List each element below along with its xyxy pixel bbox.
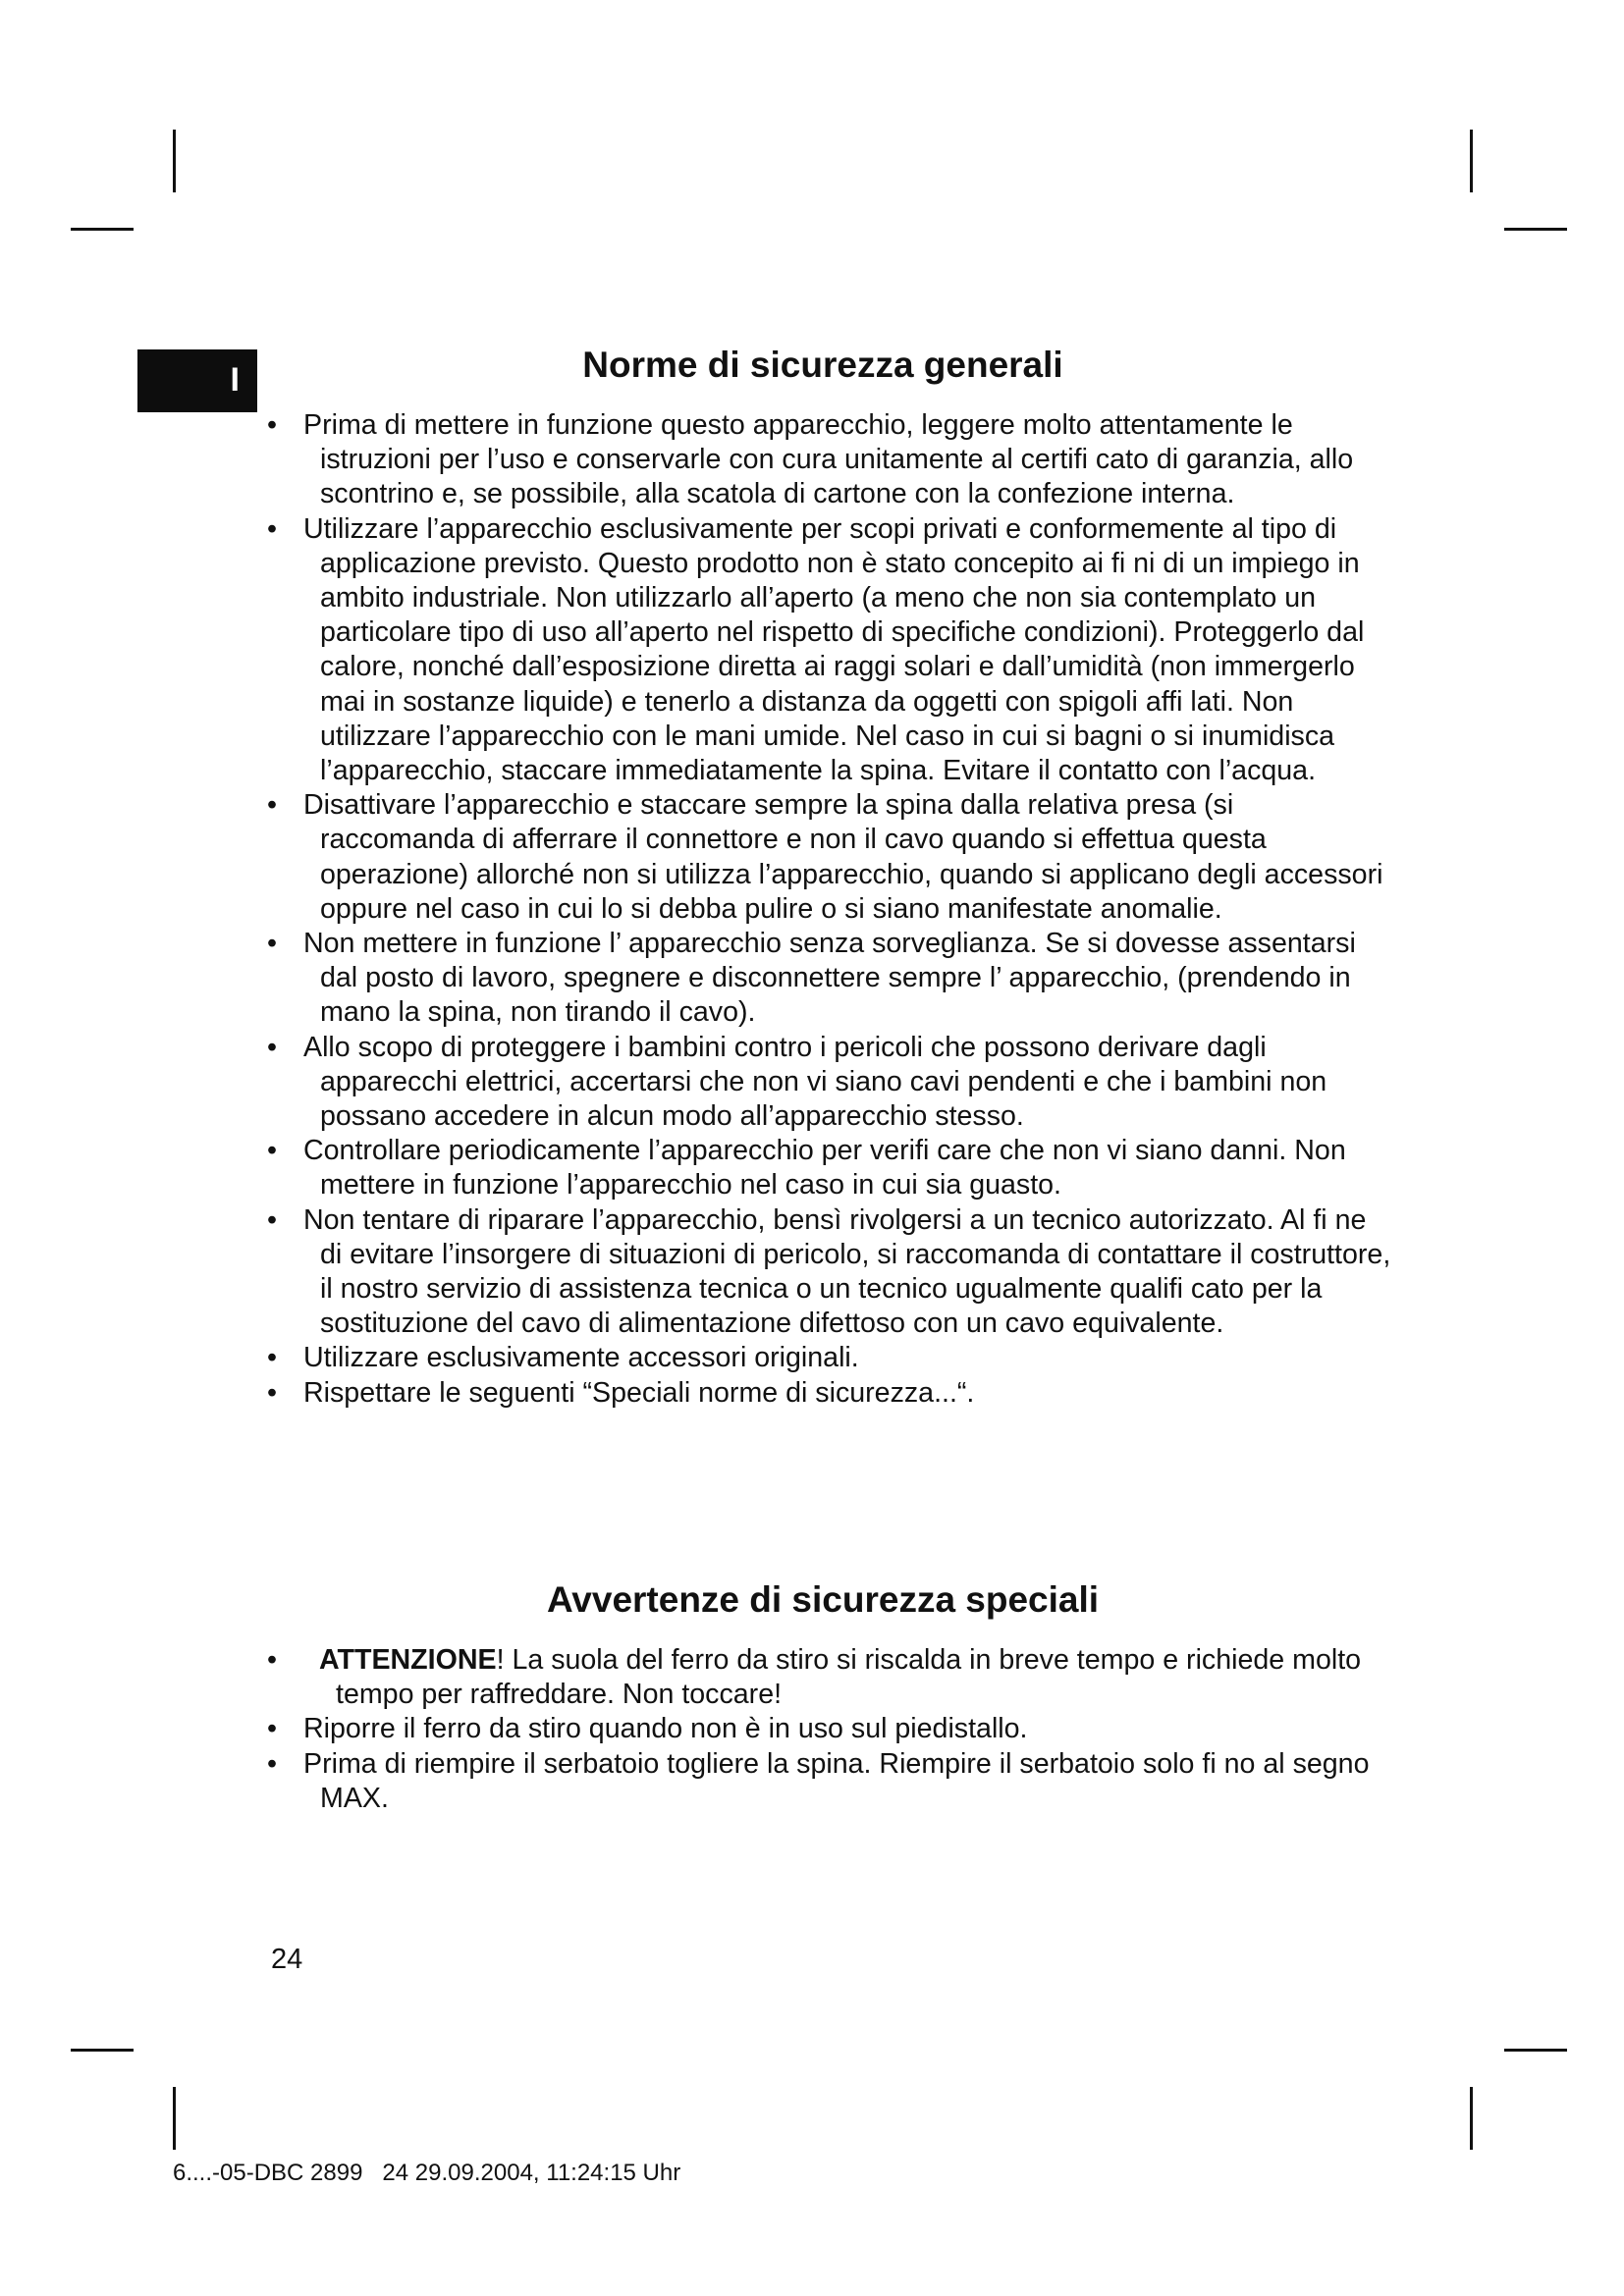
list-item: • Rispettare le seguenti “Speciali norme di sicurezza...“.	[267, 1376, 1394, 1411]
general-safety-list	[267, 408, 1394, 1411]
warning-label: ATTENZIONE	[319, 1644, 497, 1676]
crop-mark-bottom-right-vertical	[1470, 2087, 1473, 2150]
crop-mark-bottom-left-vertical	[173, 2087, 176, 2150]
list-item: • Utilizzare esclusivamente accessori originali.	[267, 1341, 1394, 1375]
list-item: • Non mettere in funzione l’ apparecchio senza sorveglianza. Se si dovesse assentarsi dal posto di lavoro, spegnere e disconnettere sempre l’ apparecchio, (prendendo in mano la spina, non tirando il cavo).	[267, 927, 1394, 1031]
list-item: • Riporre il ferro da stiro quando non è in uso sul piedistallo.	[267, 1712, 1394, 1746]
crop-mark-top-right-horizontal	[1504, 228, 1567, 231]
list-item: • Prima di mettere in funzione questo apparecchio, leggere molto attentamente le istruzioni per l’uso e conservarle con cura unitamente al certifi cato di garanzia, allo scontrino e, se possibile, alla scatola di cartone con la confezione interna.	[267, 408, 1394, 512]
crop-mark-top-right-vertical	[1470, 130, 1473, 192]
special-safety-list	[267, 1643, 1394, 1816]
list-item: • Disattivare l’apparecchio e staccare sempre la spina dalla relativa presa (si raccomanda di afferrare il connettore e non il cavo quando si effettua questa operazione) allorché non si utilizza l’apparecchio, quando si applicano degli accessori oppure nel caso in cui lo si debba pulire o si siano manifestate anomalie.	[267, 788, 1394, 927]
crop-mark-bottom-left-horizontal	[71, 2049, 134, 2052]
crop-mark-top-left-vertical	[173, 130, 176, 192]
list-item: • Utilizzare l’apparecchio esclusivamente per scopi privati e conformemente al tipo di applicazione previsto. Questo prodotto non è stato concepito ai fi ni di un impiego in ambito industriale. Non utilizzarlo all’aperto (a meno che non sia contemplato un particolare tipo di uso all’aperto nel rispetto di specifiche condizioni). Proteggerlo dal calore, nonché dall’esposizione diretta ai raggi solari e dall’umidità (non immergerlo mai in sostanze liquide) e tenerlo a distanza da oggetti con spigoli affi lati. Non utilizzare l’apparecchio con le mani umide. Nel caso in cui si bagni o si inumidisca l’apparecchio, staccare immediatamente la spina. Evitare il contatto con l’acqua.	[267, 512, 1394, 789]
section-title-general-safety: Norme di sicurezza generali	[582, 345, 1063, 385]
list-item: • Controllare periodicamente l’apparecchio per verifi care che non vi siano danni. Non mettere in funzione l’apparecchio nel caso in cui sia guasto.	[267, 1134, 1394, 1202]
warning-text: ! La suola del ferro da stiro si riscalda in breve tempo e richiede molto tempo per raffreddare. Non toccare!	[336, 1644, 1362, 1711]
section-title-special-safety: Avvertenze di sicurezza speciali	[546, 1579, 1100, 1620]
crop-mark-top-left-horizontal	[71, 228, 134, 231]
language-tab	[137, 349, 257, 412]
list-item: • Non tentare di riparare l’apparecchio, bensì rivolgersi a un tecnico autorizzato. Al fi ne di evitare l’insorgere di situazioni di pericolo, si raccomanda di contattare il costruttore, il nostro servizio di assistenza tecnica o un tecnico ugualmente qualifi cato per la sostituzione del cavo di alimentazione difettoso con un cavo equivalente.	[267, 1203, 1394, 1342]
warning-item	[267, 1643, 1394, 1712]
list-item: • Prima di riempire il serbatoio togliere la spina. Riempire il serbatoio solo fi no al segno MAX.	[267, 1747, 1394, 1816]
list-item: • Allo scopo di proteggere i bambini contro i pericoli che possono derivare dagli apparecchi elettrici, accertarsi che non vi siano cavi pendenti e che i bambini non possano accedere in alcun modo all’apparecchio stesso.	[267, 1031, 1394, 1135]
language-tab-label: I	[230, 361, 240, 399]
crop-mark-bottom-right-horizontal	[1504, 2049, 1567, 2052]
page-number: 24	[271, 1944, 303, 1975]
print-footer: 6....-05-DBC 2899 24 29.09.2004, 11:24:15 Uhr	[173, 2160, 681, 2186]
